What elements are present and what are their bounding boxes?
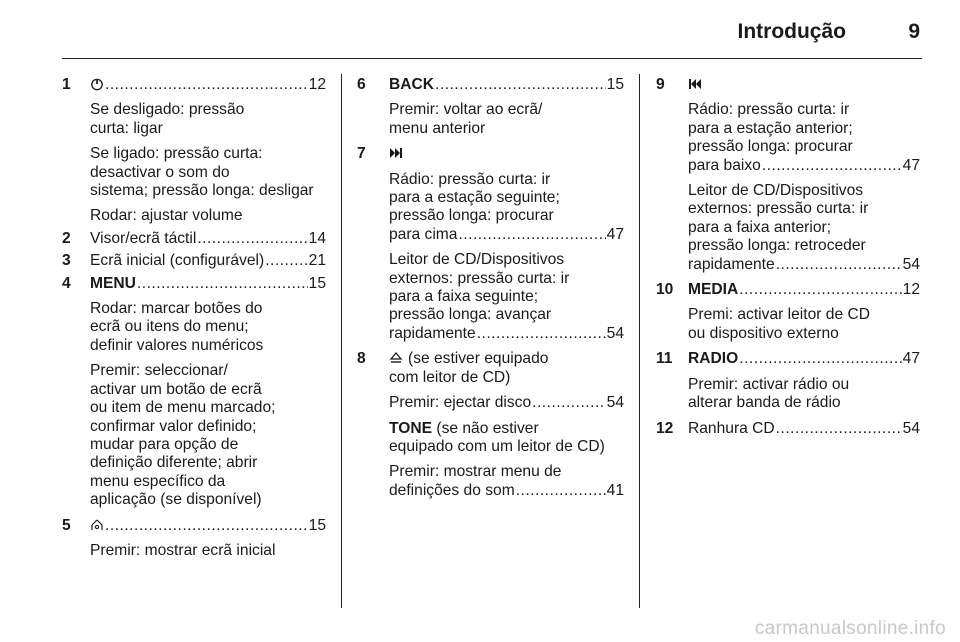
column-2 — [357, 76, 624, 500]
page-header — [62, 20, 922, 46]
entry-8: 8 (se estiver equipado — [357, 350, 549, 368]
entry-9: 9 — [656, 76, 920, 94]
entry-7: 7 — [357, 145, 624, 163]
column-1 — [62, 76, 326, 560]
power-icon — [90, 76, 104, 94]
header-rule — [62, 58, 922, 59]
paragraph: Premir: ejectar disco ..... 54 — [357, 394, 624, 412]
home-icon — [90, 517, 104, 535]
paragraph: Se desligado: pressão curta: ligar — [90, 101, 245, 137]
page-title: Introdução — [737, 20, 846, 43]
entry-4: 4 MENU ..... 15 — [62, 275, 326, 293]
previous-track-icon — [688, 76, 702, 94]
entry-5: 5 ..... 15 — [62, 517, 326, 535]
column-divider-1 — [341, 74, 342, 608]
paragraph: com leitor de CD) — [389, 368, 511, 386]
paragraph: Se ligado: pressão curta: desactivar o som do sistema; pressão longa: desligar — [90, 145, 314, 200]
paragraph: Premir: mostrar ecrã inicial — [90, 541, 276, 559]
entry-1 — [62, 76, 326, 94]
paragraph: Leitor de CD/Dispositivos externos: pressão curta: ir para a faixa seguinte; pressão longa: avançar rapidamente ..... 54 — [357, 251, 624, 343]
entry-6: 6 BACK ..... 15 — [357, 76, 624, 94]
paragraph: Premir: activar rádio ou alterar banda de rádio — [688, 375, 850, 412]
paragraph: Rádio: pressão curta: ir para a estação seguinte; pressão longa: procurar para cima ..... 47 — [357, 171, 624, 245]
watermark: carmanualsonline.info — [754, 618, 946, 639]
entry-2: 2 Visor/ecrã táctil ..... 14 — [62, 230, 326, 248]
entry-3: 3 Ecrã inicial (configurável) ..... 21 — [62, 252, 326, 270]
paragraph: Leitor de CD/Dispositivos externos: pressão curta: ir para a faixa anterior; pressão longa: retroceder rapidamente ..... 54 — [656, 182, 920, 274]
entry-11: 11 RADIO ..... 47 — [656, 350, 920, 368]
entry-10: 10 MEDIA ..... 12 — [656, 281, 920, 299]
paragraph: Premir: voltar ao ecrã/ menu anterior — [389, 101, 543, 137]
page-ref: 12 — [308, 76, 326, 93]
column-3 — [656, 76, 920, 438]
eject-icon — [389, 350, 403, 368]
paragraph: Premir: mostrar menu de definições do som ..... 41 — [357, 463, 624, 500]
paragraph: Premir: seleccionar/ activar um botão de ecrã ou item de menu marcado; confirmar valor definido; mudar para opção de definição diferente; abrir menu específico da aplicação (se disponível) — [90, 362, 276, 509]
paragraph: Rodar: ajustar volume — [90, 207, 243, 225]
column-divider-2 — [639, 74, 640, 608]
paragraph: Rádio: pressão curta: ir para a estação anterior; pressão longa: procurar para baixo ..... 47 — [656, 101, 920, 175]
paragraph: Premi: activar leitor de CD ou dispositivo externo — [688, 306, 870, 342]
page-number: 9 — [908, 20, 920, 43]
entry-number: 1 — [62, 76, 71, 93]
next-track-icon — [389, 145, 403, 163]
paragraph: Rodar: marcar botões do ecrã ou itens do menu; definir valores numéricos — [90, 300, 264, 354]
entry-12: 12 Ranhura CD ..... 54 — [656, 420, 920, 438]
paragraph: TONE (se não estiver equipado com um leitor de CD) — [389, 419, 605, 455]
